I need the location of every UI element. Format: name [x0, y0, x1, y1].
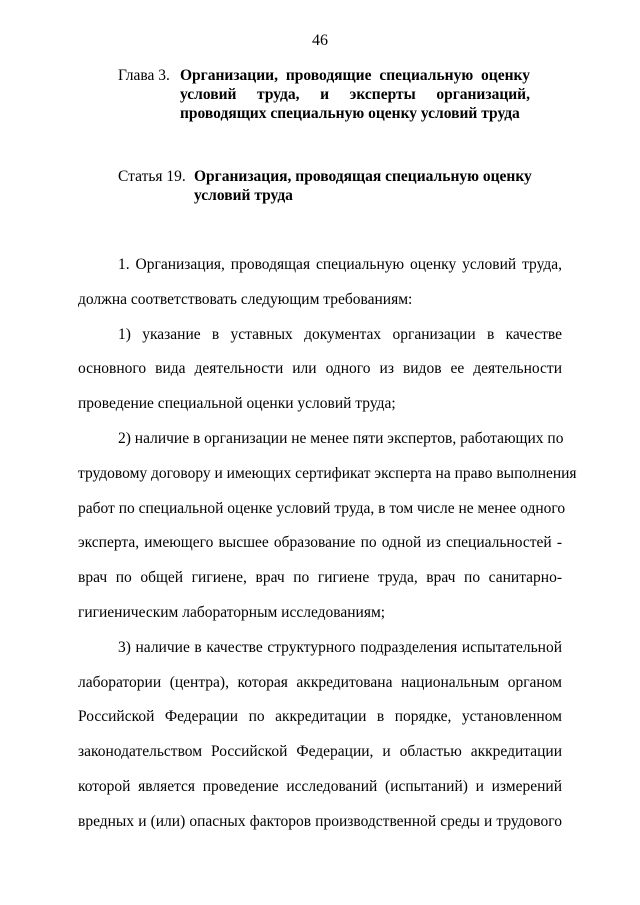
paragraph-line: 1. Организация, проводящая специальную оценку условий труда, [118, 256, 562, 273]
chapter-title [180, 66, 530, 123]
paragraph-line: гигиеническим лабораторным исследованиям; [78, 603, 386, 621]
chapter-label: Глава 3. [118, 67, 170, 84]
paragraph-line: эксперта, имеющего высшее образование по одной из специальностей - [78, 534, 562, 552]
paragraph-line: работ по специальной оценке условий труда, в том числе не менее одного [78, 499, 566, 517]
article-title-line: Организация, проводящая специальную оценку [194, 168, 532, 185]
paragraph-line: лаборатории (центра), которая аккредитована национальным органом [78, 673, 562, 691]
paragraph-line: 2) наличие в организации не менее пяти экспертов, работающих по [118, 429, 564, 447]
article-body [78, 248, 577, 840]
paragraph-line: трудовому договору и имеющих сертификат эксперта на право выполнения [78, 464, 577, 482]
paragraph-line: вредных и (или) опасных факторов производственной среды и трудового [78, 812, 562, 830]
paragraph-line: проведение специальной оценки условий труда; [78, 395, 396, 413]
paragraph-line: основного вида деятельности или одного из видов ее деятельности [78, 360, 562, 378]
chapter-title-line: проводящих специальную оценку условий труда [180, 105, 520, 122]
paragraph-line: 3) наличие в качестве структурного подразделения испытательной [118, 638, 562, 656]
paragraph-line: 1) указание в уставных документах организации в качестве [118, 325, 562, 343]
paragraph-line: врач по общей гигиене, врач по гигиене труда, врач по санитарно- [78, 569, 562, 587]
article-heading [118, 167, 530, 207]
article-title [194, 167, 530, 205]
paragraph-line: должна соответствовать следующим требованиям: [78, 290, 413, 308]
chapter-title-line: Организации, проводящие специальную оценку [180, 67, 530, 84]
article-label: Статья 19. [118, 168, 186, 185]
article-title-line: условий труда [194, 187, 293, 204]
paragraph-line: которой является проведение исследований (испытаний) и измерений [78, 777, 562, 795]
paragraph-line: законодательством Российской Федерации, и областью аккредитации [78, 743, 562, 761]
chapter-title-line: условий труда, и эксперты организаций, [180, 86, 530, 103]
page-number: 46 [312, 32, 328, 49]
chapter-heading [118, 66, 530, 126]
paragraph-line: Российской Федерации по аккредитации в порядке, установленном [78, 708, 562, 726]
